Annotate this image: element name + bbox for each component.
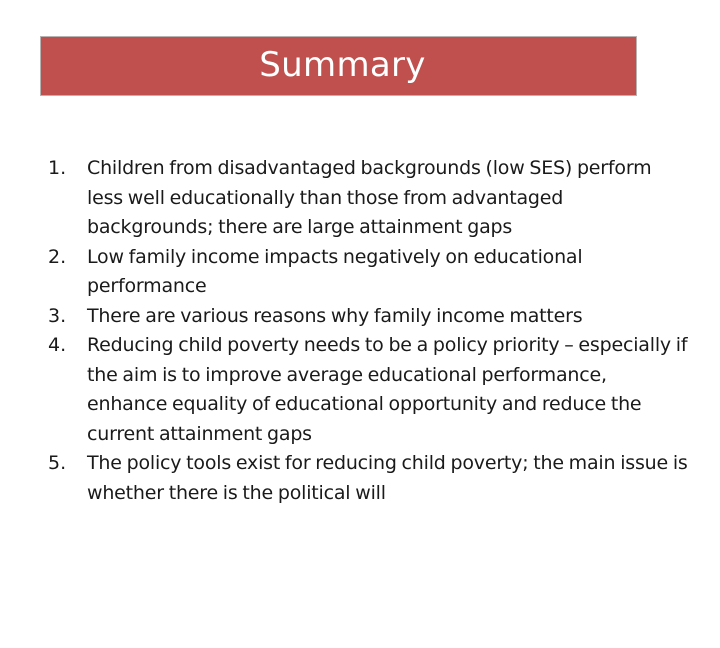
list-item-number: 3. bbox=[48, 304, 67, 327]
list-item-text: The policy tools exist for reducing child poverty; the main issue is whether there is the political will bbox=[87, 452, 688, 504]
list-item-text: Low family income impacts negatively on educational performance bbox=[87, 245, 583, 297]
list-item bbox=[48, 154, 688, 243]
list-item-text: Children from disadvantaged backgrounds (low SES) perform less well educationally than those from advantaged backgrounds; there are large attainment gaps bbox=[87, 157, 652, 238]
list-item bbox=[48, 243, 688, 302]
list-item-number: 5. bbox=[48, 452, 67, 474]
summary-list bbox=[48, 154, 688, 508]
list-item-text: Reducing child poverty needs to be a policy priority – especially if the aim is to improve average educational performance, enhance equality of educational opportunity and reduce the current attainment gaps bbox=[87, 334, 688, 445]
list-item bbox=[48, 302, 688, 332]
list-item-text: There are various reasons why family income matters bbox=[87, 304, 583, 327]
title-banner bbox=[40, 36, 637, 96]
slide-title: Summary bbox=[259, 45, 426, 85]
list-item-number: 2. bbox=[48, 245, 67, 268]
list-item-number: 4. bbox=[48, 334, 67, 356]
list-item-number: 1. bbox=[48, 157, 67, 179]
list-item bbox=[48, 449, 688, 508]
list-item bbox=[48, 331, 688, 449]
